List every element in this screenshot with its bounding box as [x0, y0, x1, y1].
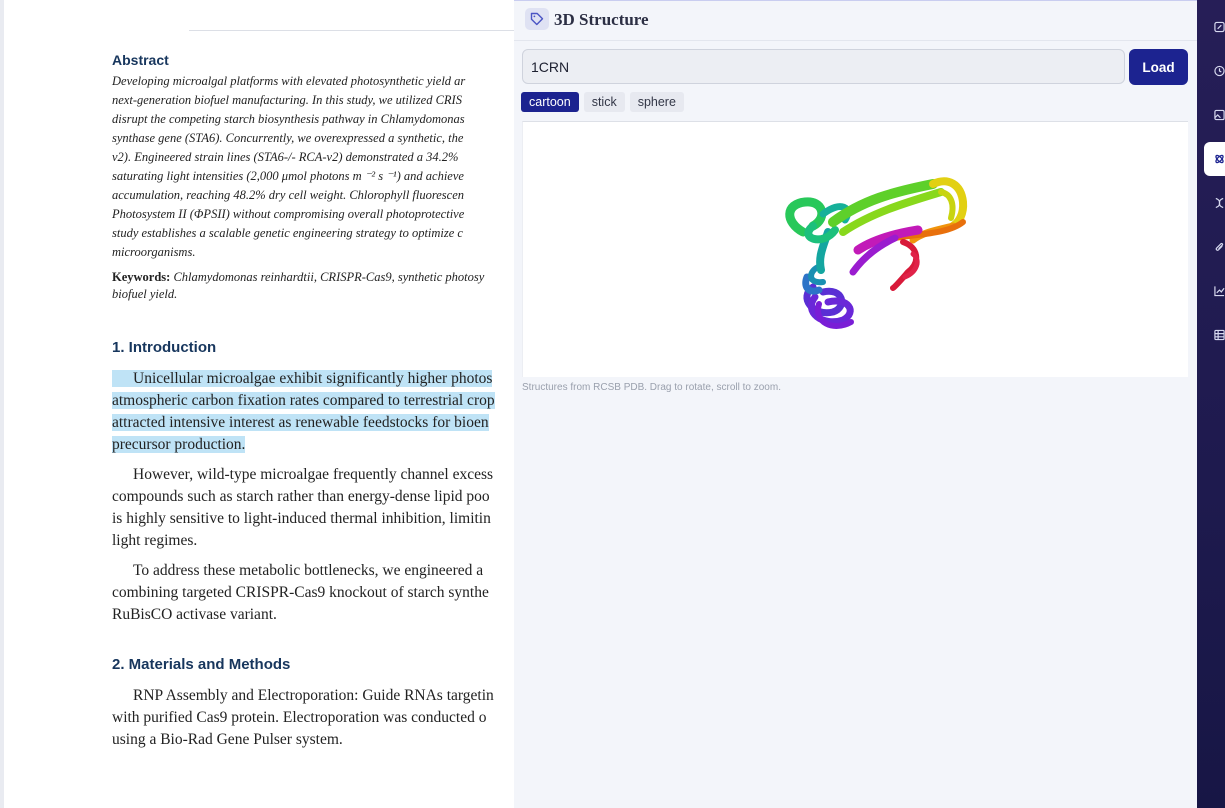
paragraph-line: However, wild-type microalgae frequently channel excess — [133, 466, 494, 483]
abstract-text[interactable] — [112, 72, 514, 262]
paragraph-line: RNP Assembly and Electroporation: Guide RNAs targetin — [133, 687, 494, 704]
attachment-icon[interactable] — [1197, 230, 1225, 264]
protein-cartoon-render — [523, 122, 1188, 377]
table-icon[interactable] — [1197, 318, 1225, 352]
load-button[interactable]: Load — [1129, 49, 1188, 85]
intro-paragraph-3[interactable] — [112, 560, 514, 626]
abstract-line: Photosystem II (ΦPSII) without compromising overall photoprotective — [112, 207, 465, 221]
intro-paragraph-1[interactable] — [112, 368, 514, 456]
dna-icon[interactable] — [1197, 186, 1225, 220]
paragraph-line: combining targeted CRISPR-Cas9 knockout of starch synthe — [112, 584, 489, 601]
highlighted-text: attracted intensive interest as renewable feedstocks for bioen — [112, 414, 489, 431]
abstract-line: Developing microalgal platforms with elevated photosynthetic yield ar — [112, 74, 466, 88]
document-page — [0, 0, 514, 808]
panel-title: 3D Structure — [554, 10, 649, 29]
keywords-text: biofuel yield. — [112, 287, 178, 301]
paragraph-line: compounds such as starch rather than energy-dense lipid poo — [112, 488, 490, 505]
highlighted-text: precursor production. — [112, 436, 246, 453]
header-divider — [189, 30, 514, 31]
abstract-line: microorganisms. — [112, 245, 196, 259]
document-content — [112, 52, 514, 751]
style-sphere-button[interactable]: sphere — [630, 92, 684, 112]
chart-icon[interactable] — [1197, 274, 1225, 308]
style-cartoon-button[interactable]: cartoon — [521, 92, 579, 112]
keywords-text: Chlamydomonas reinhardtii, CRISPR-Cas9, synthetic photosy — [173, 270, 485, 284]
abstract-line: saturating light intensities (2,000 μmol photons m ⁻² s ⁻¹) and achieve — [112, 169, 464, 183]
highlighted-text: Unicellular microalgae exhibit significantly higher photos — [112, 370, 492, 387]
methods-paragraph-1[interactable] — [112, 685, 514, 751]
side-rail — [1197, 0, 1225, 808]
highlighted-text: atmospheric carbon fixation rates compared to terrestrial crop — [112, 392, 495, 409]
paragraph-line: with purified Cas9 protein. Electroporation was conducted o — [112, 709, 487, 726]
abstract-line: accumulation, reaching 48.2% dry cell weight. Chlorophyll fluorescen — [112, 188, 465, 202]
paragraph-line: To address these metabolic bottlenecks, we engineered a — [133, 562, 484, 579]
page-edge — [0, 0, 4, 808]
abstract-line: disrupt the competing starch biosynthesis pathway in Chlamydomonas — [112, 112, 465, 126]
history-icon[interactable] — [1197, 54, 1225, 88]
section-heading-introduction: 1. Introduction — [112, 339, 217, 356]
abstract-line: synthase gene (STA6). Concurrently, we overexpressed a synthetic, the — [112, 131, 464, 145]
paragraph-line: is highly sensitive to light-induced thermal inhibition, limitin — [112, 510, 491, 527]
viewer-note: Structures from RCSB PDB. Drag to rotate, scroll to zoom. — [522, 382, 781, 393]
panel-header — [514, 1, 1197, 41]
paragraph-line: using a Bio-Rad Gene Pulser system. — [112, 731, 343, 748]
molecule-icon[interactable] — [1204, 142, 1225, 176]
tag-icon — [525, 8, 549, 30]
pdb-id-input[interactable] — [522, 49, 1125, 84]
keywords-label: Keywords: — [112, 270, 171, 284]
style-selector — [521, 92, 684, 112]
abstract-line: v2). Engineered strain lines (STA6-/- RCA-v2) demonstrated a 34.2% — [112, 150, 459, 164]
keywords[interactable] — [112, 269, 514, 303]
image-icon[interactable] — [1197, 98, 1225, 132]
style-stick-button[interactable]: stick — [584, 92, 625, 112]
section-heading-methods: 2. Materials and Methods — [112, 656, 291, 673]
intro-paragraph-2[interactable] — [112, 464, 514, 552]
paragraph-line: RuBisCO activase variant. — [112, 606, 277, 623]
structure-panel — [514, 0, 1197, 808]
edit-icon[interactable] — [1197, 10, 1225, 44]
abstract-line: next-generation biofuel manufacturing. In this study, we utilized CRIS — [112, 93, 462, 107]
abstract-heading: Abstract — [112, 52, 169, 68]
molecule-viewer[interactable] — [522, 121, 1188, 377]
abstract-line: study establishes a scalable genetic engineering strategy to optimize c — [112, 226, 463, 240]
paragraph-line: light regimes. — [112, 532, 198, 549]
